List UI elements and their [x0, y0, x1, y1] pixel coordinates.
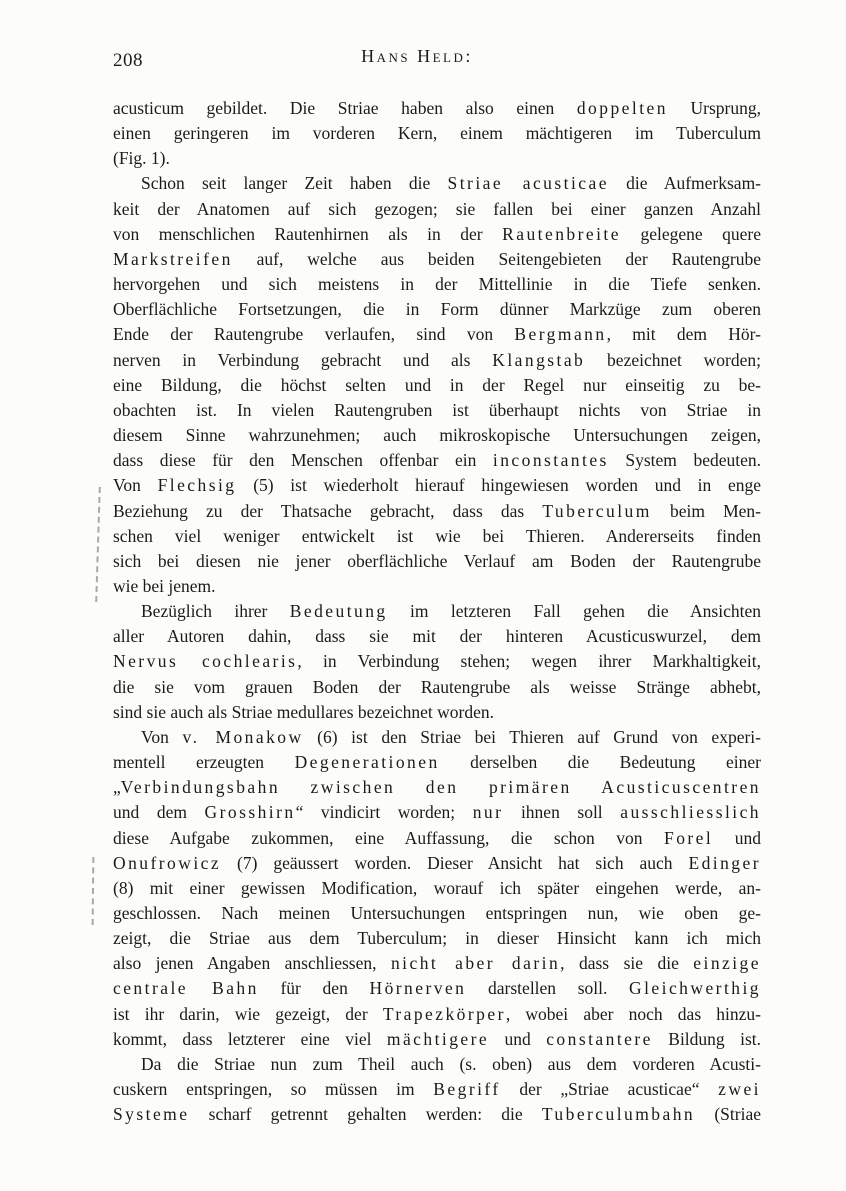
paragraph — [113, 725, 761, 1052]
text-line: Oberflächliche Fortsetzungen, die in Form dünner Markzüge zum oberen — [113, 299, 761, 320]
text-line: Systeme scharf getrennt gehalten werden: die Tuberculumbahn (Striae — [113, 1104, 761, 1125]
page-body — [113, 96, 761, 1127]
emphasized-text: inconstantes — [492, 450, 609, 471]
text-line: nerven in Verbindung gebracht und als Klangstab bezeichnet worden; — [113, 349, 762, 370]
text-line: ist ihr darin, wie gezeigt, der Trapezkörper, wobei aber noch das hinzu- — [113, 1003, 761, 1024]
emphasized-text: Begriff — [433, 1079, 501, 1100]
emphasized-text: Tuberculum — [542, 500, 652, 521]
emphasized-text: Flechsig — [157, 475, 237, 496]
emphasized-text: mächtigere — [386, 1028, 490, 1049]
text-line: sich bei diesen nie jener oberflächliche Verlauf am Boden der Rautengrube — [113, 550, 761, 571]
emphasized-text: Forel — [664, 827, 714, 848]
emphasized-text: Hörnerven — [369, 978, 467, 999]
text-line: also jenen Angaben anschliessen, nicht aber darin, dass sie die einzige — [113, 953, 761, 974]
emphasized-text: Klangstab — [492, 349, 586, 370]
text-line: Nervus cochlearis, in Verbindung stehen; wegen ihrer Markhaltigkeit, — [113, 651, 762, 672]
text-line: mentell erzeugten Degenerationen derselben die Bedeutung einer — [113, 752, 761, 773]
pencil-margin-mark — [95, 487, 101, 602]
emphasized-text: Edinger — [688, 852, 761, 873]
emphasized-text: Verbindungsbahn zwischen den primären Acusticuscentren — [120, 777, 761, 798]
emphasized-text: Striae acusticae — [447, 173, 609, 194]
emphasized-text: Nervus cochlearis — [113, 651, 298, 672]
emphasized-text: zwei — [718, 1079, 761, 1100]
emphasized-text: nur — [472, 802, 504, 823]
emphasized-text: centrale Bahn — [113, 978, 259, 999]
text-line: Bezüglich ihrer Bedeutung im letzteren Fall gehen die Ansichten — [141, 601, 761, 622]
text-line: diese Aufgabe zukommen, eine Auffassung, die schon von Forel und — [113, 827, 761, 848]
emphasized-text: Trapezkörper — [382, 1003, 506, 1024]
text-line: keit der Anatomen auf sich gezogen; sie fallen bei einer ganzen Anzahl — [113, 198, 761, 219]
paragraph — [113, 599, 761, 725]
emphasized-text: einzige — [693, 953, 761, 974]
pencil-margin-mark — [92, 857, 95, 925]
emphasized-text: Grosshirn — [204, 802, 296, 823]
running-title: Hans Held: — [361, 46, 473, 66]
text-line: wie bei jenem. — [113, 575, 216, 596]
text-line: Da die Striae nun zum Theil auch (s. oben) aus dem vorderen Acusti- — [141, 1053, 761, 1074]
text-line: geschlossen. Nach meinen Untersuchungen entspringen nun, wie oben ge- — [113, 903, 761, 923]
paragraph — [113, 1052, 761, 1127]
text-line: schen viel weniger entwickelt ist wie bei Thieren. Andererseits finden — [113, 525, 761, 546]
text-line: Von Flechsig (5) ist wiederholt hierauf hingewiesen worden und in enge — [113, 475, 761, 496]
text-line: „Verbindungsbahn zwischen den primären Acusticuscentren — [113, 777, 761, 798]
emphasized-text: v. Monakow — [182, 726, 304, 747]
text-line: dass diese für den Menschen offenbar ein inconstantes System bedeuten. — [113, 450, 761, 471]
text-line: sind sie auch als Striae medullares bezeichnet worden. — [113, 701, 494, 722]
text-line: und dem Grosshirn“ vindicirt worden; nur ihnen soll ausschliesslich — [113, 802, 761, 823]
text-line: acusticum gebildet. Die Striae haben also einen doppelten Ursprung, — [113, 98, 761, 118]
text-line: obachten ist. In vielen Rautengruben ist überhaupt nichts von Striae in — [113, 399, 761, 420]
emphasized-text: Degenerationen — [294, 752, 440, 773]
text-line: Beziehung zu der Thatsache gebracht, dass das Tuberculum beim Men- — [113, 500, 761, 521]
text-line: diesem Sinne wahrzunehmen; auch mikroskopische Untersuchungen zeigen, — [113, 425, 761, 446]
text-line: eine Bildung, die höchst selten und in der Regel nur einseitig zu be- — [113, 374, 761, 395]
emphasized-text: Systeme — [113, 1104, 190, 1125]
emphasized-text: Markstreifen — [113, 248, 233, 269]
emphasized-text: Tuberculumbahn — [541, 1104, 696, 1125]
emphasized-text: constantere — [546, 1028, 653, 1049]
text-line: hervorgehen und sich meistens in der Mittellinie in die Tiefe senken. — [113, 274, 761, 295]
emphasized-text: ausschliesslich — [620, 802, 761, 823]
text-line: kommt, dass letzterer eine viel mächtigere und constantere Bildung ist. — [113, 1028, 761, 1049]
emphasized-text: nicht aber darin — [390, 953, 561, 974]
text-line: Ende der Rautengrube verlaufen, sind von Bergmann, mit dem Hör- — [113, 324, 761, 345]
emphasized-text: Gleichwerthig — [629, 978, 761, 999]
emphasized-text: doppelten — [576, 98, 668, 118]
text-line: Markstreifen auf, welche aus beiden Seitengebieten der Rautengrube — [113, 248, 761, 269]
text-line: centrale Bahn für den Hörnerven darstellen soll. Gleichwerthig — [113, 978, 761, 999]
text-line: einen geringeren im vorderen Kern, einem mächtigeren im Tuberculum — [113, 123, 761, 144]
text-line: Von v. Monakow (6) ist den Striae bei Thieren auf Grund von experi- — [141, 726, 761, 747]
paragraph — [113, 171, 761, 599]
paragraph — [113, 96, 761, 171]
page-header — [113, 46, 761, 72]
emphasized-text: Bergmann — [514, 324, 607, 345]
text-line: zeigt, die Striae aus dem Tuberculum; in dieser Hinsicht kann ich mich — [113, 928, 761, 949]
text-line: (Fig. 1). — [113, 148, 170, 169]
page-number: 208 — [113, 50, 143, 71]
text-line: (8) mit einer gewissen Modification, worauf ich später eingehen werde, an- — [113, 877, 761, 898]
text-line: die sie vom grauen Boden der Rautengrube als weisse Stränge abhebt, — [113, 676, 761, 697]
text-line: cuskern entspringen, so müssen im Begriff der „Striae acusticae“ zwei — [113, 1079, 761, 1100]
emphasized-text: Bedeutung — [289, 601, 388, 622]
emphasized-text: Rautenbreite — [502, 223, 621, 244]
emphasized-text: Onufrowicz — [113, 852, 222, 873]
text-line: aller Autoren dahin, dass sie mit der hinteren Acusticuswurzel, dem — [113, 626, 761, 647]
text-line: Schon seit langer Zeit haben die Striae acusticae die Aufmerksam- — [141, 173, 762, 194]
text-line: von menschlichen Rautenhirnen als in der Rautenbreite gelegene quere — [113, 223, 761, 244]
text-line: Onufrowicz (7) geäussert worden. Dieser Ansicht hat sich auch Edinger — [113, 852, 761, 873]
